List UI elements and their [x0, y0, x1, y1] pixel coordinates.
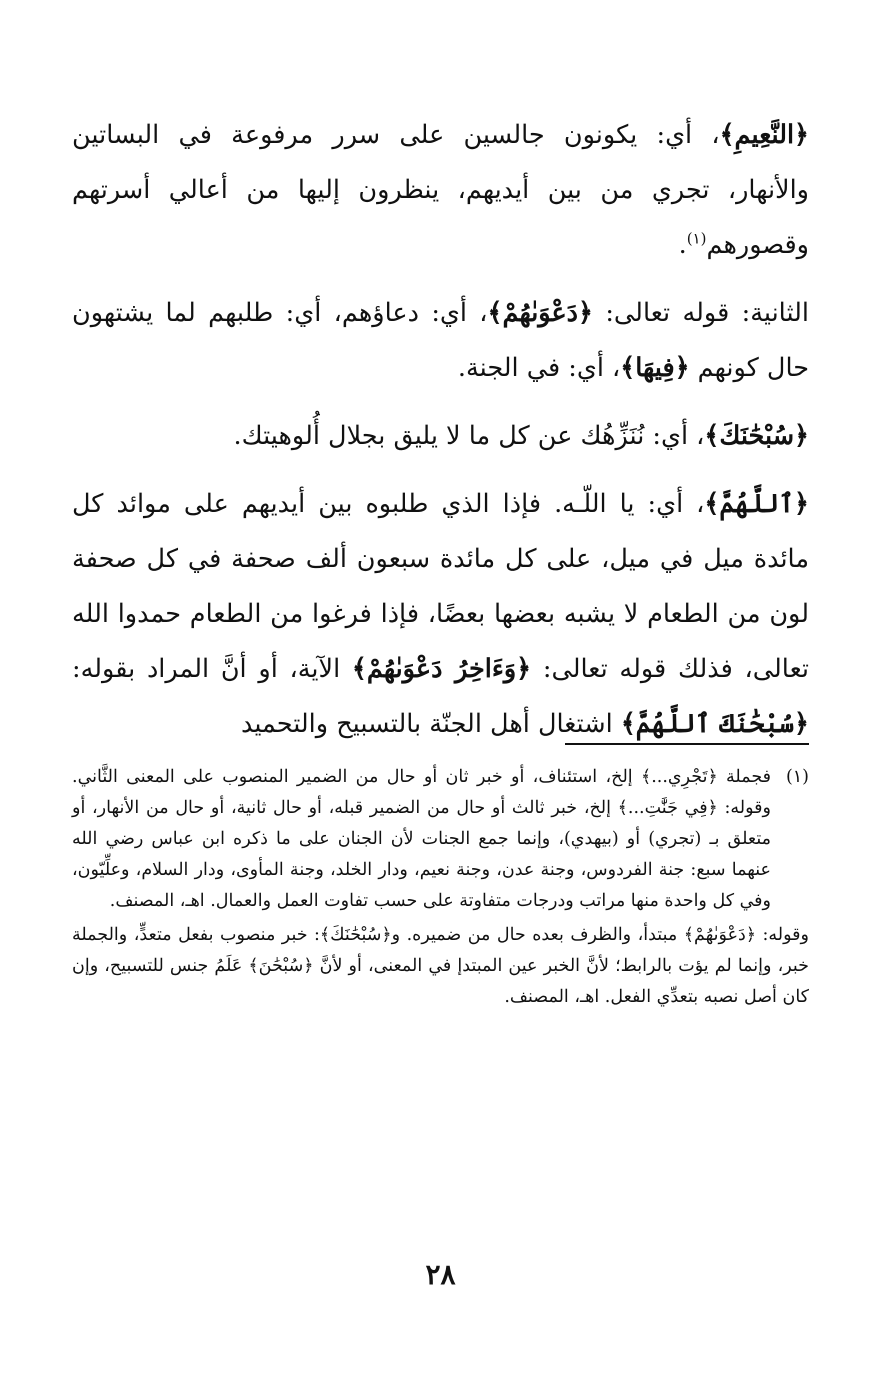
footnotes — [72, 762, 809, 1013]
paragraph-text: اشتغال أهل الجنّة بالتسبيح والتحميد — [240, 709, 621, 739]
paragraph-text: ، أي: دعاؤهم، أي: طلبهم لما يشتهون حال كونهم — [72, 298, 809, 383]
paragraph-text: ، أي: نُنَزِّهُك عن كل ما لا يليق بجلال أُلوهيتك. — [233, 421, 705, 451]
page-content — [72, 108, 809, 1380]
paragraph-1 — [72, 108, 809, 273]
footnote-divider — [565, 743, 809, 745]
paragraph-text: الثانية: قوله تعالى: — [592, 298, 809, 328]
quran-quote: ﴿فِيهَا﴾ — [620, 353, 690, 383]
footnote-text: فجملة ﴿تَجْرِي...﴾ إلخ، استئناف، أو خبر ثان أو حال من الضمير المنصوب على المعنى الثَّاني. وقوله: ﴿فِي جَنَّٰتِ...﴾ إلخ، خبر ثالث أو حال من الضمير قبله، أو حال ثانية، أو حال من الأنهار، أو متعلق بـ (تجري) أو (بيهدي)، وإنما جمع الجنات لأن الجنان على ما ذكره ابن عباس رضي الله عنهما سبع: جنة الفردوس، وجنة عدن، وجنة نعيم، ودار الخلد، وجنة المأوى، ودار السلام، وعلِّيّون، وفي كل واحدة منها مراتب ودرجات متفاوتة على حسب تفاوت العمل والعمال. اهـ، المصنف. — [72, 767, 771, 911]
main-text — [72, 108, 809, 752]
page-number: ٢٨ — [425, 1258, 456, 1291]
paragraph-3 — [72, 409, 809, 464]
footnote-continuation: وقوله: ﴿دَعْوَىٰهُمْ﴾ مبتدأ، والظرف بعده حال من ضميره. و﴿سُبْحَٰنَكَ﴾: خبر منصوب بفعل متعدٍّ، والجملة خبر، وإنما لم يؤت بالرابط؛ لأنَّ الخبر عين المبتدإ في المعنى، أو لأنَّ ﴿سُبْحَٰنَ﴾ عَلَمُ جنس للتسبيح، وإن كان أصل نصبه بتعدِّي الفعل. اهـ، المصنف. — [72, 925, 809, 1007]
paragraph-text: الآية، أو أنَّ المراد بقوله: — [72, 654, 352, 684]
paragraph-end: . — [678, 230, 687, 260]
paragraph-text: ، أي: يكونون جالسين على سرر مرفوعة في البساتين والأنهار، تجري من بين أيديهم، ينظرون إليها من أعالي أسرتهم وقصورهم — [72, 120, 809, 260]
paragraph-text: ، أي: في الجنة. — [457, 353, 621, 383]
quran-quote: ﴿دَعْوَىٰهُمْ﴾ — [487, 298, 593, 328]
footnote-number: (١) — [785, 767, 809, 787]
quran-quote: ﴿النَّعِيمِ﴾ — [719, 120, 809, 150]
quran-quote: ﴿سُبْحَٰنَكَ﴾ — [704, 421, 809, 451]
paragraph-2 — [72, 286, 809, 396]
footnote-ref: (١) — [686, 229, 707, 248]
paragraph-text: ، أي: يا اللّـه. فإذا الذي طلبوه بين أيديهم على موائد كل مائدة ميل في ميل، على كل مائدة سبعون ألف صحفة في كل صحفة لون من الطعام لا يشبه بعضها بعضًا، فإذا فرغوا من الطعام حمدوا الله تعالى، فذلك قوله تعالى: — [72, 489, 809, 684]
paragraph-4 — [72, 477, 809, 752]
footnote-1 — [72, 762, 809, 917]
quran-quote: ﴿ٱللَّهُمَّ﴾ — [704, 489, 809, 519]
quran-quote: ﴿وَءَاخِرُ دَعْوَىٰهُمْ﴾ — [351, 654, 532, 684]
quran-quote: ﴿سُبْحَٰنَكَ ٱللَّهُمَّ﴾ — [620, 709, 809, 739]
